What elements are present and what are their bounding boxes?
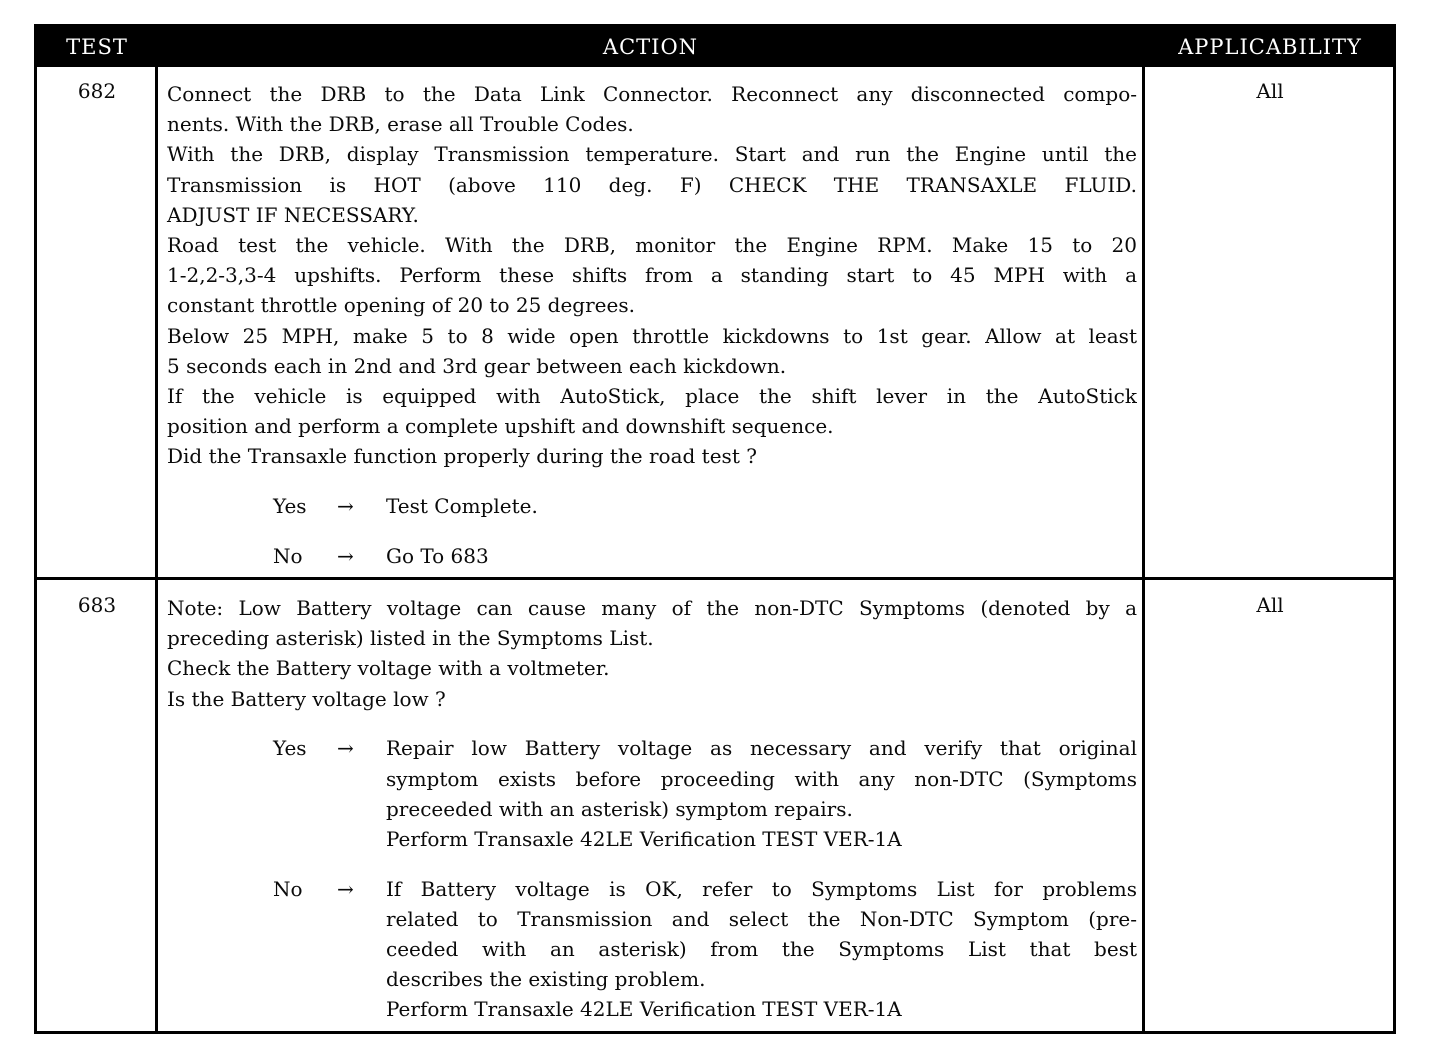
test-number: 683: [77, 593, 117, 617]
branch-no: [167, 541, 1137, 571]
action-text-line: If Battery voltage is OK, refer to Symptoms List for problems: [386, 876, 1137, 901]
row-divider: [37, 577, 1393, 580]
branch-text: [386, 733, 1137, 854]
branch-yes: [167, 733, 1137, 854]
applicability-value: All: [1256, 79, 1284, 103]
action-text-line: describes the existing problem.: [386, 967, 706, 992]
action-text-line: 1-2,2-3,3-4 upshifts. Perform these shifts from a standing start to 45 MPH with a: [167, 263, 1137, 288]
action-text-line: nents. With the DRB, erase all Trouble Codes.: [167, 112, 634, 137]
diagnostic-test-table: [34, 24, 1396, 1034]
action-text-line: Road test the vehicle. With the DRB, monitor the Engine RPM. Make 15 to 20: [167, 232, 1137, 257]
branch-label: Yes: [273, 494, 307, 519]
table-header: [37, 27, 1393, 67]
action-text-line: Below 25 MPH, make 5 to 8 wide open throttle kickdowns to 1st gear. Allow at least: [167, 323, 1137, 348]
action-text-line: related to Transmission and select the Non-DTC Symptom (pre-: [386, 906, 1137, 931]
branch-no: [167, 874, 1137, 1025]
action-cell: [167, 79, 1137, 571]
action-text-line: Test Complete.: [386, 494, 538, 519]
branch-yes: [167, 491, 1137, 521]
arrow-right-icon: →: [337, 494, 354, 519]
action-text-line: ceeded with an asterisk) from the Symptoms List that best: [386, 937, 1137, 962]
action-text-line: With the DRB, display Transmission temperature. Start and run the Engine until the: [167, 142, 1137, 167]
action-text-line: ADJUST IF NECESSARY.: [167, 202, 419, 227]
branch-text: [386, 491, 1137, 521]
action-text-line: 5 seconds each in 2nd and 3rd gear between each kickdown.: [167, 353, 787, 378]
action-text-line: Transmission is HOT (above 110 deg. F) CHECK THE TRANSAXLE FLUID.: [167, 172, 1137, 197]
action-text-line: preceeded with an asterisk) symptom repairs.: [386, 796, 853, 821]
arrow-right-icon: →: [337, 543, 354, 568]
action-text-line: Repair low Battery voltage as necessary and verify that original: [386, 736, 1137, 761]
branch-text: [386, 874, 1137, 1025]
arrow-right-icon: →: [337, 876, 354, 901]
arrow-right-icon: →: [337, 736, 354, 761]
action-text-line: Perform Transaxle 42LE Verification TEST VER-1A: [386, 826, 902, 851]
action-text-line: Did the Transaxle function properly during the road test ?: [167, 444, 757, 469]
action-text-line: Note: Low Battery voltage can cause many of the non-DTC Symptoms (denoted by a: [167, 596, 1137, 620]
applicability-value: All: [1256, 593, 1284, 617]
column-divider: [1142, 67, 1145, 1031]
column-divider: [155, 67, 158, 1031]
action-text-line: symptom exists before proceeding with any non-DTC (Symptoms: [386, 766, 1137, 791]
branch-label: No: [273, 543, 303, 568]
action-text-line: Is the Battery voltage low ?: [167, 686, 446, 711]
action-text-line: position and perform a complete upshift and downshift sequence.: [167, 414, 834, 439]
action-text-line: Go To 683: [386, 543, 489, 568]
action-text-line: Connect the DRB to the Data Link Connector. Reconnect any disconnected compo-: [167, 82, 1137, 106]
action-text-line: If the vehicle is equipped with AutoStick, place the shift lever in the AutoStick: [167, 383, 1137, 408]
header-test: TEST: [66, 35, 128, 59]
action-text-line: Check the Battery voltage with a voltmeter.: [167, 656, 610, 681]
test-number: 682: [77, 79, 117, 103]
header-applicability: APPLICABILITY: [1178, 35, 1362, 59]
branch-label: No: [273, 876, 303, 901]
branch-label: Yes: [273, 736, 307, 761]
action-text-line: constant throttle opening of 20 to 25 degrees.: [167, 293, 635, 318]
header-action: ACTION: [602, 35, 699, 59]
action-text-line: preceding asterisk) listed in the Symptoms List.: [167, 626, 654, 651]
action-text-line: Perform Transaxle 42LE Verification TEST VER-1A: [386, 997, 902, 1022]
branch-text: [386, 541, 1137, 571]
action-cell: [167, 593, 1137, 1025]
